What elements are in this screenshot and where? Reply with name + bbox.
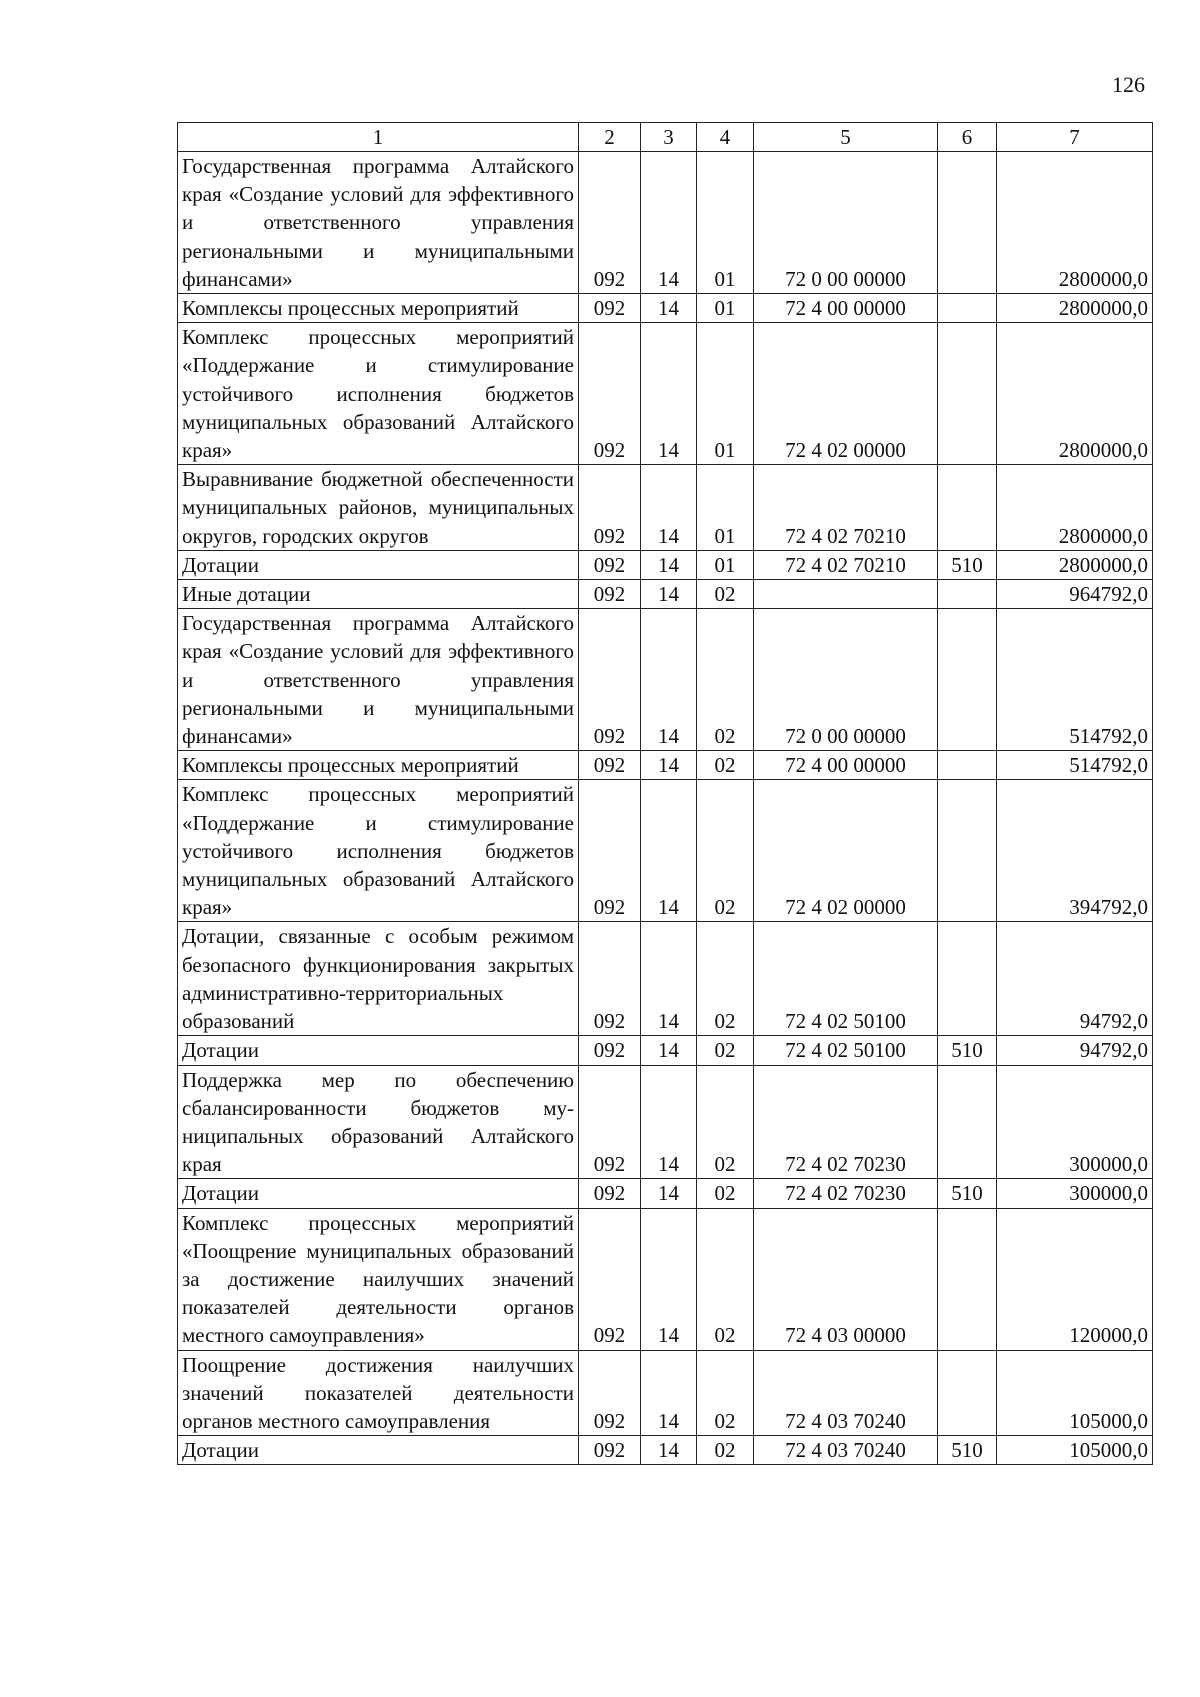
row-target-code-cell bbox=[754, 580, 938, 609]
row-expense-type-cell: 510 bbox=[938, 550, 997, 579]
row-amount-cell: 300000,0 bbox=[997, 1179, 1153, 1208]
header-col-3: 3 bbox=[641, 123, 697, 152]
row-amount-cell: 105000,0 bbox=[997, 1350, 1153, 1436]
row-col4-cell: 01 bbox=[697, 152, 754, 294]
table-row bbox=[178, 1208, 1153, 1350]
row-expense-type-cell bbox=[938, 751, 997, 780]
row-col3-cell: 14 bbox=[641, 1208, 697, 1350]
header-col-5: 5 bbox=[754, 123, 938, 152]
row-name-cell: Комплекс процессных мероприятий «Поддержание и стимулирование устойчивого исполнения бюджетов муниципальных образований Алтайского края» bbox=[178, 323, 579, 465]
row-expense-type-cell bbox=[938, 152, 997, 294]
row-col4-cell: 02 bbox=[697, 1036, 754, 1065]
row-amount-cell: 514792,0 bbox=[997, 751, 1153, 780]
row-amount-cell: 120000,0 bbox=[997, 1208, 1153, 1350]
row-col4-cell: 02 bbox=[697, 1065, 754, 1179]
table-row bbox=[178, 922, 1153, 1036]
row-col3-cell: 14 bbox=[641, 1036, 697, 1065]
row-expense-type-cell: 510 bbox=[938, 1179, 997, 1208]
row-expense-type-cell: 510 bbox=[938, 1436, 997, 1465]
row-col2-cell: 092 bbox=[579, 580, 641, 609]
table-row bbox=[178, 1350, 1153, 1436]
row-col3-cell: 14 bbox=[641, 780, 697, 922]
row-col2-cell: 092 bbox=[579, 1179, 641, 1208]
row-amount-cell: 105000,0 bbox=[997, 1436, 1153, 1465]
row-name-cell: Дотации bbox=[178, 550, 579, 579]
row-expense-type-cell bbox=[938, 922, 997, 1036]
row-col4-cell: 01 bbox=[697, 465, 754, 551]
row-name-cell: Комплекс процессных мероприятий «Поддержание и стимулирование устойчивого исполнения бюджетов муниципальных образований Алтайского края» bbox=[178, 780, 579, 922]
row-col2-cell: 092 bbox=[579, 1350, 641, 1436]
row-col3-cell: 14 bbox=[641, 922, 697, 1036]
row-target-code-cell: 72 4 02 70230 bbox=[754, 1065, 938, 1179]
row-name-cell: Дотации bbox=[178, 1179, 579, 1208]
row-col4-cell: 02 bbox=[697, 780, 754, 922]
row-col3-cell: 14 bbox=[641, 1436, 697, 1465]
row-col4-cell: 02 bbox=[697, 751, 754, 780]
row-col2-cell: 092 bbox=[579, 294, 641, 323]
row-amount-cell: 2800000,0 bbox=[997, 550, 1153, 579]
table-row bbox=[178, 1436, 1153, 1465]
row-col3-cell: 14 bbox=[641, 550, 697, 579]
row-target-code-cell: 72 4 03 70240 bbox=[754, 1436, 938, 1465]
table-row bbox=[178, 465, 1153, 551]
table-row bbox=[178, 751, 1153, 780]
row-col3-cell: 14 bbox=[641, 323, 697, 465]
row-target-code-cell: 72 4 00 00000 bbox=[754, 751, 938, 780]
row-col4-cell: 02 bbox=[697, 1179, 754, 1208]
page-number: 126 bbox=[1112, 72, 1145, 97]
row-target-code-cell: 72 4 00 00000 bbox=[754, 294, 938, 323]
row-col3-cell: 14 bbox=[641, 751, 697, 780]
row-col2-cell: 092 bbox=[579, 1208, 641, 1350]
header-col-7: 7 bbox=[997, 123, 1153, 152]
row-target-code-cell: 72 0 00 00000 bbox=[754, 609, 938, 751]
row-col4-cell: 01 bbox=[697, 294, 754, 323]
table-row bbox=[178, 323, 1153, 465]
header-col-6: 6 bbox=[938, 123, 997, 152]
table-row bbox=[178, 294, 1153, 323]
row-col3-cell: 14 bbox=[641, 152, 697, 294]
table-row bbox=[178, 550, 1153, 579]
row-expense-type-cell bbox=[938, 1208, 997, 1350]
row-amount-cell: 514792,0 bbox=[997, 609, 1153, 751]
row-name-cell: Дотации, связанные с особым режимом безопасного функционирования закрытых административно-территориальных образований bbox=[178, 922, 579, 1036]
table-row bbox=[178, 1179, 1153, 1208]
row-col2-cell: 092 bbox=[579, 922, 641, 1036]
row-name-cell: Иные дотации bbox=[178, 580, 579, 609]
row-target-code-cell: 72 4 02 50100 bbox=[754, 922, 938, 1036]
table-row bbox=[178, 1036, 1153, 1065]
row-col3-cell: 14 bbox=[641, 465, 697, 551]
row-col4-cell: 02 bbox=[697, 1208, 754, 1350]
row-col2-cell: 092 bbox=[579, 609, 641, 751]
table-row bbox=[178, 580, 1153, 609]
row-col3-cell: 14 bbox=[641, 1065, 697, 1179]
row-col2-cell: 092 bbox=[579, 1036, 641, 1065]
row-col2-cell: 092 bbox=[579, 751, 641, 780]
row-amount-cell: 2800000,0 bbox=[997, 294, 1153, 323]
row-expense-type-cell bbox=[938, 609, 997, 751]
row-name-cell: Комплекс процессных мероприятий «Поощрение муниципальных образований за достижение наилучших значений показателей деятельности органов местного самоуправления» bbox=[178, 1208, 579, 1350]
row-amount-cell: 94792,0 bbox=[997, 922, 1153, 1036]
table-body bbox=[178, 152, 1153, 1465]
row-target-code-cell: 72 4 02 70210 bbox=[754, 550, 938, 579]
row-target-code-cell: 72 4 03 70240 bbox=[754, 1350, 938, 1436]
row-name-cell: Комплексы процессных мероприятий bbox=[178, 751, 579, 780]
row-col4-cell: 02 bbox=[697, 1350, 754, 1436]
row-expense-type-cell bbox=[938, 294, 997, 323]
row-name-cell: Комплексы процессных мероприятий bbox=[178, 294, 579, 323]
row-col2-cell: 092 bbox=[579, 550, 641, 579]
header-col-2: 2 bbox=[579, 123, 641, 152]
row-col2-cell: 092 bbox=[579, 1065, 641, 1179]
row-amount-cell: 964792,0 bbox=[997, 580, 1153, 609]
row-col3-cell: 14 bbox=[641, 1350, 697, 1436]
row-amount-cell: 2800000,0 bbox=[997, 323, 1153, 465]
table-row bbox=[178, 609, 1153, 751]
row-col2-cell: 092 bbox=[579, 465, 641, 551]
row-col3-cell: 14 bbox=[641, 1179, 697, 1208]
row-target-code-cell: 72 4 02 00000 bbox=[754, 323, 938, 465]
row-expense-type-cell bbox=[938, 780, 997, 922]
row-expense-type-cell bbox=[938, 580, 997, 609]
row-expense-type-cell bbox=[938, 1350, 997, 1436]
row-amount-cell: 300000,0 bbox=[997, 1065, 1153, 1179]
row-col2-cell: 092 bbox=[579, 323, 641, 465]
row-amount-cell: 394792,0 bbox=[997, 780, 1153, 922]
table-row bbox=[178, 1065, 1153, 1179]
row-col3-cell: 14 bbox=[641, 580, 697, 609]
budget-table bbox=[177, 122, 1153, 1465]
header-row bbox=[178, 123, 1153, 152]
row-name-cell: Выравнивание бюджетной обеспеченности муниципальных районов, муниципальных округов, городских округов bbox=[178, 465, 579, 551]
row-target-code-cell: 72 4 02 00000 bbox=[754, 780, 938, 922]
header-col-1: 1 bbox=[178, 123, 579, 152]
row-name-cell: Дотации bbox=[178, 1036, 579, 1065]
row-expense-type-cell bbox=[938, 1065, 997, 1179]
header-col-4: 4 bbox=[697, 123, 754, 152]
table-row bbox=[178, 152, 1153, 294]
row-amount-cell: 94792,0 bbox=[997, 1036, 1153, 1065]
row-col4-cell: 01 bbox=[697, 550, 754, 579]
row-target-code-cell: 72 4 02 70230 bbox=[754, 1179, 938, 1208]
row-amount-cell: 2800000,0 bbox=[997, 465, 1153, 551]
row-target-code-cell: 72 4 02 50100 bbox=[754, 1036, 938, 1065]
row-expense-type-cell bbox=[938, 323, 997, 465]
row-expense-type-cell bbox=[938, 465, 997, 551]
row-col4-cell: 02 bbox=[697, 1436, 754, 1465]
row-name-cell: Поддержка мер по обеспечению сбалансированности бюджетов муниципальных образований Алтайского края bbox=[178, 1065, 579, 1179]
table-row bbox=[178, 780, 1153, 922]
row-col3-cell: 14 bbox=[641, 294, 697, 323]
row-col4-cell: 02 bbox=[697, 580, 754, 609]
row-col4-cell: 01 bbox=[697, 323, 754, 465]
row-target-code-cell: 72 4 02 70210 bbox=[754, 465, 938, 551]
row-target-code-cell: 72 0 00 00000 bbox=[754, 152, 938, 294]
row-col4-cell: 02 bbox=[697, 609, 754, 751]
row-col3-cell: 14 bbox=[641, 609, 697, 751]
row-expense-type-cell: 510 bbox=[938, 1036, 997, 1065]
row-col4-cell: 02 bbox=[697, 922, 754, 1036]
row-col2-cell: 092 bbox=[579, 152, 641, 294]
row-name-cell: Поощрение достижения наилучших значений показателей деятельности органов местного самоуправления bbox=[178, 1350, 579, 1436]
row-col2-cell: 092 bbox=[579, 1436, 641, 1465]
row-target-code-cell: 72 4 03 00000 bbox=[754, 1208, 938, 1350]
row-name-cell: Государственная программа Алтайского края «Создание условий для эффективного и ответственного управления региональными и муниципальными финансами» bbox=[178, 609, 579, 751]
row-name-cell: Государственная программа Алтайского края «Создание условий для эффективного и ответственного управления региональными и муниципальными финансами» bbox=[178, 152, 579, 294]
row-name-cell: Дотации bbox=[178, 1436, 579, 1465]
row-col2-cell: 092 bbox=[579, 780, 641, 922]
row-amount-cell: 2800000,0 bbox=[997, 152, 1153, 294]
